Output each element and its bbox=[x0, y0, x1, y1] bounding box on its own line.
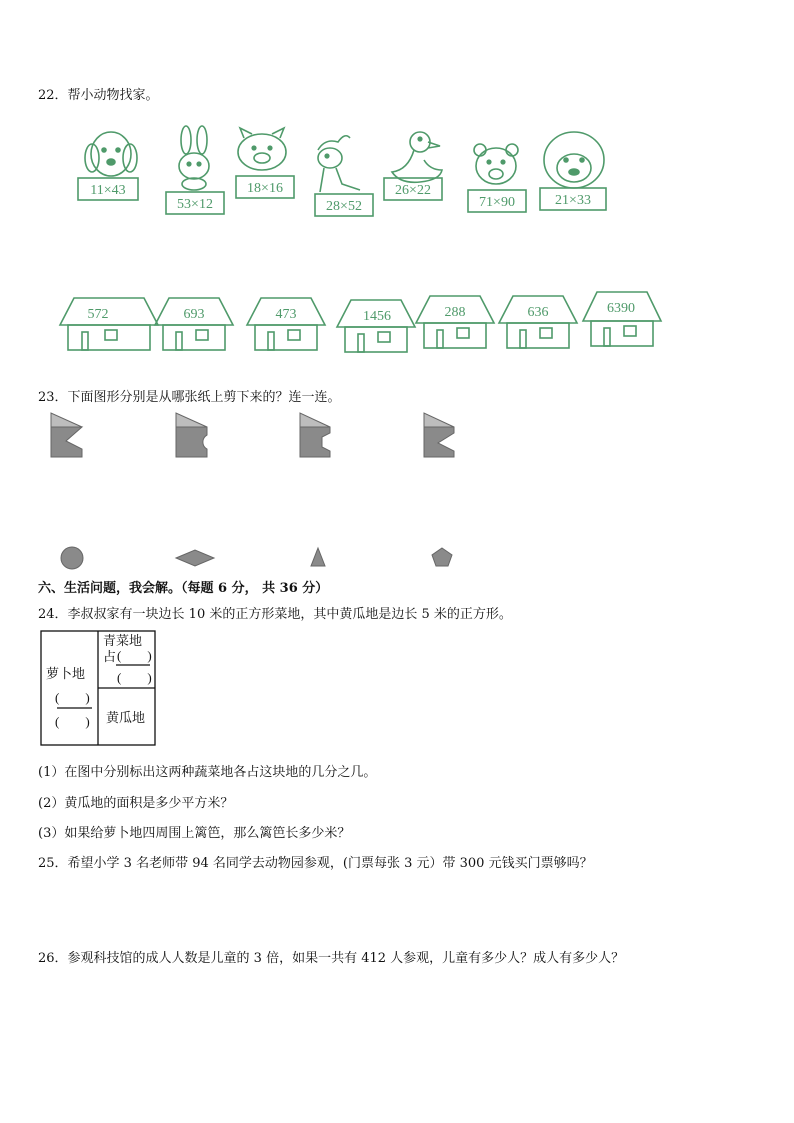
folded-paper-notch-cut-icon bbox=[424, 413, 454, 457]
q25-title: 25．希望小学 3 名老师带 94 名同学去动物园参观，(门票每张 3 元）带 300 元钱买门票够吗？ bbox=[38, 856, 593, 871]
radish-field-label: 萝卜地 bbox=[46, 666, 86, 681]
animal-label-bear: 71×90 bbox=[479, 195, 515, 210]
animal-label-goat: 28×52 bbox=[326, 199, 362, 214]
animal-label-rabbit: 53×12 bbox=[177, 197, 213, 212]
house-icon bbox=[499, 296, 577, 348]
q24-sub1: (1）在图中分别标出这两种蔬菜地各占这块地的几分之几。 bbox=[38, 765, 377, 780]
triangle-icon bbox=[311, 548, 325, 566]
radish-denominator-blank: ( ) bbox=[55, 714, 90, 729]
house-label: 473 bbox=[275, 307, 297, 322]
monkey-icon bbox=[544, 132, 604, 188]
house-icon bbox=[155, 298, 233, 350]
house-label: 288 bbox=[444, 305, 466, 320]
house-icon bbox=[247, 298, 325, 350]
q24-sub2: (2）黄瓜地的面积是多少平方米？ bbox=[38, 796, 234, 811]
circle-icon bbox=[61, 547, 83, 569]
house-icon bbox=[416, 296, 494, 348]
greens-denominator-blank: ( ) bbox=[117, 670, 152, 685]
greens-field-label: 青菜地 bbox=[103, 633, 143, 648]
q26-title: 26．参观科技馆的成人人数是儿童的 3 倍，如果一共有 412 人参观，儿童有多少人？成人有多少人？ bbox=[38, 951, 625, 966]
duck-icon bbox=[392, 132, 442, 182]
house-label: 1456 bbox=[363, 309, 391, 324]
rabbit-icon bbox=[179, 126, 209, 190]
animal-label-pig: 18×16 bbox=[247, 181, 283, 196]
rhombus-icon bbox=[176, 550, 214, 566]
pentagon-icon bbox=[432, 548, 452, 566]
pig-icon bbox=[238, 128, 286, 170]
animal-label-monkey: 21×33 bbox=[555, 193, 591, 208]
house-icon bbox=[60, 298, 158, 350]
cucumber-field-label: 黄瓜地 bbox=[106, 710, 146, 725]
q23-illustration bbox=[0, 405, 794, 575]
dog-icon bbox=[85, 132, 137, 176]
house-row bbox=[60, 292, 661, 352]
goat-icon bbox=[318, 136, 360, 192]
house-icon bbox=[337, 300, 415, 352]
folded-paper-triangle-cut-icon bbox=[51, 413, 82, 457]
folded-paper-trapezoid-cut-icon bbox=[300, 413, 330, 457]
greens-field-label-2: 占 bbox=[103, 649, 117, 664]
bear-icon bbox=[474, 144, 518, 184]
q24-sub3: (3）如果给萝卜地四周围上篱笆，那么篱笆长多少米？ bbox=[38, 826, 351, 841]
greens-numerator-blank: ( ) bbox=[117, 648, 152, 663]
house-label: 572 bbox=[87, 307, 109, 322]
house-label: 693 bbox=[183, 307, 205, 322]
q24-field-diagram bbox=[38, 628, 163, 750]
animal-label-dog: 11×43 bbox=[90, 183, 126, 198]
q24-title: 24．李叔叔家有一块边长 10 米的正方形菜地，其中黄瓜地是边长 5 米的正方形。 bbox=[38, 607, 512, 622]
house-label: 6390 bbox=[607, 301, 635, 316]
q23-title: 23．下面图形分别是从哪张纸上剪下来的？连一连。 bbox=[38, 390, 341, 405]
folded-paper-semicircle-cut-icon bbox=[176, 413, 207, 457]
q22-illustration bbox=[0, 120, 794, 360]
house-label: 636 bbox=[527, 305, 549, 320]
q22-title: 22．帮小动物找家。 bbox=[38, 88, 159, 103]
radish-numerator-blank: ( ) bbox=[55, 690, 90, 705]
animal-label-duck: 26×22 bbox=[395, 183, 431, 198]
section6-title: 六、生活问题，我会解。（每题 6 分， 共 36 分） bbox=[38, 581, 329, 596]
